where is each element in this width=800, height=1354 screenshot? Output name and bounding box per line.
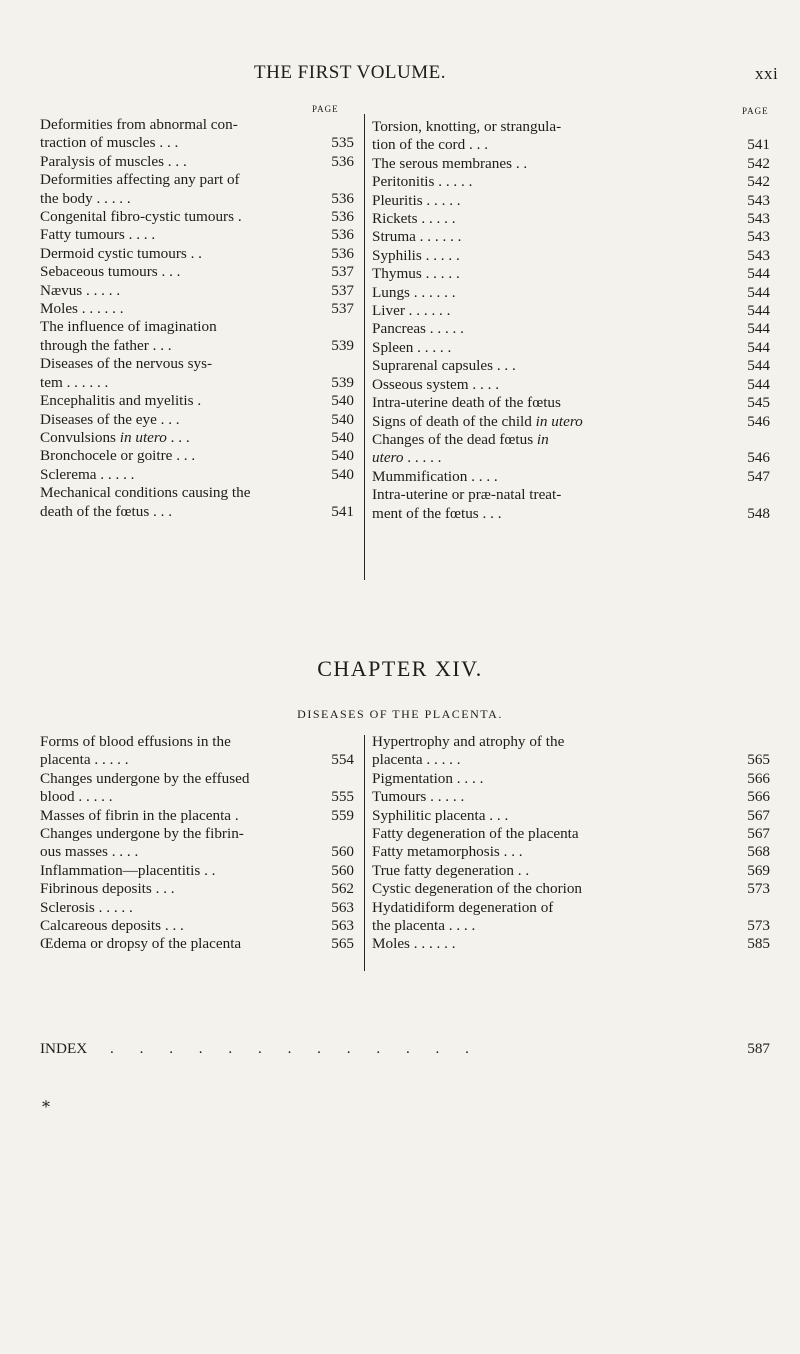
- toc-entry: [372, 825, 770, 843]
- toc-entry: [40, 282, 354, 300]
- toc-entry: [372, 192, 770, 210]
- toc-entry-page: 536: [331, 244, 354, 262]
- toc-entry: [372, 843, 770, 861]
- toc-entry-text: ment of the fœtus . . .: [372, 504, 502, 522]
- toc-entry: [40, 862, 354, 880]
- toc-entry: [372, 935, 770, 953]
- toc-entry-text: Fatty tumours . . . .: [40, 226, 156, 244]
- toc-entry-page: 542: [747, 154, 770, 172]
- toc-entry-text: traction of muscles . . .: [40, 134, 179, 152]
- toc-entry-text: Hypertrophy and atrophy of the: [372, 733, 565, 750]
- toc-entry-page: 569: [747, 861, 770, 879]
- toc-entry-text: The serous membranes . .: [372, 154, 528, 172]
- toc-entry-text: the placenta . . . .: [372, 917, 476, 935]
- toc-entry-page: 544: [747, 320, 770, 338]
- toc-entry: [372, 228, 770, 246]
- toc-entry-page: 536: [331, 152, 354, 170]
- toc-entry-page: 546: [747, 412, 770, 430]
- contents-top: [40, 102, 770, 640]
- toc-entry-page: 543: [747, 228, 770, 246]
- toc-entry: [372, 468, 770, 486]
- index-label: INDEX: [40, 1040, 88, 1057]
- toc-entry: [40, 733, 354, 770]
- toc-entry: [40, 116, 354, 153]
- toc-entry-page: 539: [331, 373, 354, 391]
- toc-entry-text: The influence of imagination: [40, 318, 217, 336]
- toc-entry-page: 544: [747, 338, 770, 356]
- toc-entry-text: Spleen . . . . .: [372, 338, 452, 356]
- toc-entry-page: 565: [331, 935, 354, 953]
- toc-entry-text: Syphilitic placenta . . .: [372, 806, 509, 824]
- toc-entry-text: the body . . . . .: [40, 189, 131, 207]
- toc-entry-text: Dermoid cystic tumours . .: [40, 244, 202, 262]
- toc-entry: [372, 880, 770, 898]
- toc-entry: [40, 899, 354, 917]
- toc-entry-text: Intra-uterine or præ-natal treat-: [372, 486, 562, 504]
- toc-entry: [372, 733, 770, 770]
- toc-entry: [40, 245, 354, 263]
- toc-entry-text: Mechanical conditions causing the: [40, 484, 251, 502]
- toc-entry: [40, 429, 354, 447]
- toc-entry-text: Rickets . . . . .: [372, 210, 456, 228]
- toc-entry-page: 560: [331, 861, 354, 879]
- toc-entry-text: Moles . . . . . .: [40, 300, 124, 318]
- toc-entry-page: 543: [747, 191, 770, 209]
- index-page: 587: [747, 1040, 770, 1057]
- toc-entry: [40, 917, 354, 935]
- toc-entry-text: Changes undergone by the effused: [40, 769, 250, 787]
- toc-entry-page: 543: [747, 210, 770, 228]
- toc-entry-page: 540: [331, 428, 354, 446]
- toc-entry-text: Paralysis of muscles . . .: [40, 152, 187, 170]
- contents-column-right: [372, 118, 770, 523]
- toc-entry: [372, 173, 770, 191]
- contents-bottom: [40, 733, 770, 1013]
- toc-entry: [372, 155, 770, 173]
- toc-entry-text: Inflammation—placentitis . .: [40, 861, 216, 879]
- toc-entry-text: Fatty metamorphosis . . .: [372, 843, 523, 861]
- contents-column-left-bottom: [40, 733, 354, 954]
- toc-entry-page: 536: [331, 226, 354, 244]
- toc-entry: [40, 318, 354, 355]
- toc-entry-text: Œdema or dropsy of the placenta: [40, 935, 242, 953]
- toc-entry: [372, 431, 770, 468]
- toc-entry-text: Deformities from abnormal con-: [40, 116, 238, 133]
- toc-entry-text: Hydatidiform degeneration of: [372, 898, 554, 916]
- toc-entry: [372, 357, 770, 375]
- toc-entry-text: Deformities affecting any part of: [40, 171, 240, 189]
- toc-entry-text: Moles . . . . . .: [372, 935, 456, 953]
- toc-entry-page: 563: [331, 917, 354, 935]
- toc-entry-text: Intra-uterine death of the fœtus: [372, 394, 561, 412]
- toc-entry-text: Pigmentation . . . .: [372, 769, 484, 787]
- toc-entry: [40, 935, 354, 953]
- toc-entry-page: 562: [331, 880, 354, 898]
- toc-entry: [40, 880, 354, 898]
- toc-entry-text: ous masses . . . .: [40, 843, 139, 861]
- toc-entry: [372, 788, 770, 806]
- toc-entry: [372, 284, 770, 302]
- toc-entry-text: Bronchocele or goitre . . .: [40, 447, 196, 465]
- toc-entry-text: Changes undergone by the fibrin-: [40, 825, 244, 843]
- toc-entry-text: Sclerosis . . . . .: [40, 898, 133, 916]
- toc-entry: [372, 118, 770, 155]
- toc-entry-page: 536: [331, 189, 354, 207]
- toc-entry-text: Sclerema . . . . .: [40, 465, 135, 483]
- chapter-subtitle: DISEASES OF THE PLACENTA.: [297, 707, 503, 721]
- toc-entry-page: 543: [747, 246, 770, 264]
- toc-entry-page: 544: [747, 283, 770, 301]
- toc-entry-text: Diseases of the nervous sys-: [40, 355, 213, 373]
- toc-entry-page: 544: [747, 375, 770, 393]
- toc-entry-text: Liver . . . . . .: [372, 302, 451, 320]
- toc-entry-text: utero . . . . .: [372, 449, 442, 467]
- toc-entry-text: tion of the cord . . .: [372, 136, 488, 154]
- toc-entry-page: 545: [747, 394, 770, 412]
- toc-entry-text: Osseous system . . . .: [372, 375, 499, 393]
- toc-entry-page: 540: [331, 392, 354, 410]
- toc-entry-page: 560: [331, 843, 354, 861]
- toc-entry-page: 540: [331, 447, 354, 465]
- toc-entry: [40, 807, 354, 825]
- toc-entry-text: Diseases of the eye . . .: [40, 410, 180, 428]
- toc-entry-text: Thymus . . . . .: [372, 265, 460, 283]
- toc-entry: [40, 411, 354, 429]
- toc-entry-text: death of the fœtus . . .: [40, 502, 173, 520]
- toc-entry: [40, 171, 354, 208]
- toc-entry-text: Signs of death of the child in utero: [372, 412, 583, 430]
- toc-entry-text: Suprarenal capsules . . .: [372, 357, 516, 375]
- toc-entry-page: 544: [747, 357, 770, 375]
- toc-entry: [372, 770, 770, 788]
- toc-entry-text: placenta . . . . .: [40, 751, 129, 769]
- toc-entry-text: Convulsions in utero . . .: [40, 428, 190, 446]
- toc-entry-text: Tumours . . . . .: [372, 788, 465, 806]
- toc-entry-page: 559: [331, 806, 354, 824]
- printer-mark: ⁎: [42, 1094, 50, 1111]
- toc-entry: [372, 265, 770, 283]
- toc-entry: [40, 300, 354, 318]
- toc-entry-text: Calcareous deposits . . .: [40, 917, 184, 935]
- toc-entry-text: Sebaceous tumours . . .: [40, 263, 181, 281]
- contents-column-left: [40, 116, 354, 521]
- toc-entry-page: 544: [747, 302, 770, 320]
- page-column-label-left: PAGE: [312, 104, 339, 114]
- toc-entry-page: 540: [331, 410, 354, 428]
- toc-entry-page: 536: [331, 208, 354, 226]
- toc-entry: [40, 355, 354, 392]
- page-title: THE FIRST VOLUME.: [254, 62, 447, 83]
- page-number: xxi: [755, 64, 779, 83]
- toc-entry-page: 566: [747, 788, 770, 806]
- toc-entry-page: 541: [747, 136, 770, 154]
- toc-entry: [372, 486, 770, 523]
- toc-entry: [40, 447, 354, 465]
- toc-entry-text: Syphilis . . . . .: [372, 246, 460, 264]
- index-entry: [40, 1040, 770, 1058]
- toc-entry-text: Forms of blood effusions in the: [40, 733, 231, 750]
- toc-entry-page: 573: [747, 880, 770, 898]
- toc-entry: [40, 153, 354, 171]
- toc-entry: [372, 376, 770, 394]
- toc-entry-text: Fatty degeneration of the placenta: [372, 825, 579, 843]
- toc-entry-text: Lungs . . . . . .: [372, 283, 456, 301]
- column-divider-bottom: [364, 735, 365, 971]
- toc-entry-page: 539: [331, 336, 354, 354]
- column-divider: [364, 114, 365, 580]
- toc-entry-page: 537: [331, 281, 354, 299]
- toc-entry-page: 542: [747, 173, 770, 191]
- contents-column-right-bottom: [372, 733, 770, 954]
- toc-entry-text: Encephalitis and myelitis .: [40, 392, 202, 410]
- toc-entry-text: Nævus . . . . .: [40, 281, 121, 299]
- toc-entry: [372, 210, 770, 228]
- toc-entry-page: 567: [747, 825, 770, 843]
- toc-entry-page: 566: [747, 769, 770, 787]
- toc-entry-page: 544: [747, 265, 770, 283]
- toc-entry-text: blood . . . . .: [40, 788, 113, 806]
- toc-entry: [372, 807, 770, 825]
- toc-entry-text: Pancreas . . . . .: [372, 320, 464, 338]
- page-column-label-right: PAGE: [742, 106, 769, 116]
- toc-entry-page: 554: [331, 751, 354, 769]
- toc-entry-page: 540: [331, 465, 354, 483]
- toc-entry-page: 555: [331, 788, 354, 806]
- toc-entry-text: Torsion, knotting, or strangula-: [372, 118, 562, 135]
- toc-entry: [40, 825, 354, 862]
- toc-entry-page: 548: [747, 504, 770, 522]
- toc-entry-page: 567: [747, 806, 770, 824]
- toc-entry: [40, 770, 354, 807]
- toc-entry: [372, 320, 770, 338]
- toc-entry: [372, 302, 770, 320]
- toc-entry-text: placenta . . . . .: [372, 751, 461, 769]
- toc-entry-page: 565: [747, 751, 770, 769]
- toc-entry: [40, 392, 354, 410]
- toc-entry-text: Mummification . . . .: [372, 467, 498, 485]
- toc-entry: [40, 263, 354, 281]
- toc-entry-text: True fatty degeneration . .: [372, 861, 530, 879]
- toc-entry-text: Fibrinous deposits . . .: [40, 880, 175, 898]
- toc-entry-text: Changes of the dead fœtus in: [372, 430, 549, 448]
- toc-entry: [40, 484, 354, 521]
- toc-entry-page: 563: [331, 898, 354, 916]
- toc-entry-text: Struma . . . . . .: [372, 228, 462, 246]
- toc-entry-page: 568: [747, 843, 770, 861]
- toc-entry-page: 585: [747, 935, 770, 953]
- toc-entry: [372, 899, 770, 936]
- toc-entry: [372, 247, 770, 265]
- index-leader: . . . . . . . . . . . . .: [110, 1040, 480, 1057]
- toc-entry: [372, 339, 770, 357]
- toc-entry-text: tem . . . . . .: [40, 373, 109, 391]
- toc-entry-page: 573: [747, 917, 770, 935]
- chapter-heading: CHAPTER XIV.: [317, 656, 483, 681]
- toc-entry-page: 535: [331, 134, 354, 152]
- toc-entry-page: 537: [331, 300, 354, 318]
- toc-entry-page: 541: [331, 502, 354, 520]
- toc-entry-text: Pleuritis . . . . .: [372, 191, 461, 209]
- toc-entry: [40, 466, 354, 484]
- toc-entry-text: through the father . . .: [40, 336, 172, 354]
- toc-entry-page: 547: [747, 467, 770, 485]
- toc-entry: [40, 208, 354, 226]
- toc-entry: [372, 862, 770, 880]
- toc-entry-page: 546: [747, 449, 770, 467]
- toc-entry-text: Congenital fibro-cystic tumours .: [40, 208, 242, 226]
- toc-entry: [40, 226, 354, 244]
- toc-entry-text: Cystic degeneration of the chorion: [372, 880, 583, 898]
- toc-entry-text: Peritonitis . . . . .: [372, 173, 473, 191]
- toc-entry: [372, 413, 770, 431]
- toc-entry-page: 537: [331, 263, 354, 281]
- toc-entry-text: Masses of fibrin in the placenta .: [40, 806, 239, 824]
- toc-entry: [372, 394, 770, 412]
